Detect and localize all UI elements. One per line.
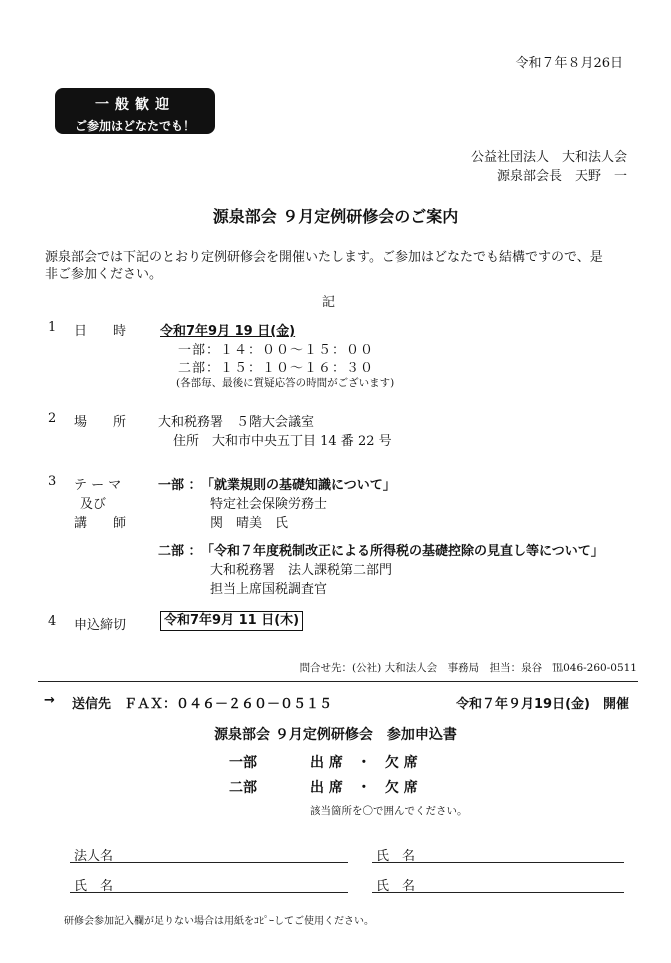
item3-number: 3 bbox=[48, 474, 57, 489]
sender-org: 公益社団法人 大和法人会 bbox=[470, 150, 627, 165]
name-field-3[interactable] bbox=[372, 892, 624, 893]
item4-label: 申込締切 bbox=[74, 618, 127, 633]
item1-label: 日 時 bbox=[74, 324, 127, 339]
form-title: 源泉部会 ９月定例研修会 参加申込書 bbox=[214, 727, 457, 743]
deadline-date: 令和7年9月 11 日(木) bbox=[160, 611, 303, 631]
arrow-icon: → bbox=[44, 693, 55, 708]
document-date: 令和７年８月26日 bbox=[515, 56, 623, 71]
event-date: 令和7年9月 19 日(金) bbox=[160, 324, 296, 339]
time-note: (各部毎、最後に質疑応答の時間がございます) bbox=[176, 377, 395, 389]
name-field-2[interactable] bbox=[70, 892, 348, 893]
part1-time: 一部：１４：００～１５：００ bbox=[178, 343, 375, 358]
badge-line2: ご参加はどなたでも！ bbox=[74, 119, 195, 133]
contact-info: 問合せ先：(公社) 大和法人会 事務局 担当：泉谷 ℡046-260-0511 bbox=[299, 662, 637, 674]
form-row2-attendance[interactable]: 出 席 ・ 欠 席 bbox=[310, 780, 418, 796]
ki-heading: 記 bbox=[322, 295, 336, 310]
part1-speaker-title: 特定社会保険労務士 bbox=[210, 497, 328, 512]
part1-title: 「就業規則の基礎知識について」 bbox=[201, 478, 396, 493]
item3-label-and: 及び bbox=[80, 497, 107, 512]
part2-time: 二部：１５：１０～１６：３０ bbox=[178, 361, 375, 376]
sender-person: 源泉部会長 天野 一 bbox=[496, 169, 627, 184]
corp-name-label: 法人名 bbox=[74, 849, 114, 864]
item2-label: 場 所 bbox=[74, 415, 127, 430]
form-row1-attendance[interactable]: 出 席 ・ 欠 席 bbox=[310, 755, 418, 771]
part1-speaker-name: 関 晴美 氏 bbox=[210, 516, 289, 531]
name-label-1: 氏 名 bbox=[376, 849, 416, 864]
item4-number: 4 bbox=[48, 614, 57, 629]
venue-name: 大和税務署 ５階大会議室 bbox=[158, 415, 315, 430]
venue-address: 住所 大和市中央五丁目 14 番 22 号 bbox=[173, 434, 392, 449]
part2-label: 二部 ： bbox=[158, 544, 202, 559]
form-row1-part: 一部 bbox=[229, 755, 257, 771]
separator-line bbox=[38, 681, 638, 682]
item2-number: 2 bbox=[48, 411, 57, 426]
badge-line1: 一般歓迎 bbox=[95, 97, 175, 113]
part2-speaker-name: 担当上席国税調査官 bbox=[210, 582, 328, 597]
name-label-3: 氏 名 bbox=[376, 879, 416, 894]
name-field-1[interactable] bbox=[372, 862, 624, 863]
corp-name-field[interactable] bbox=[70, 862, 348, 863]
item3-label-speaker: 講 師 bbox=[74, 516, 127, 531]
part2-title: 「令和７年度税制改正による所得税の基礎控除の見直し等について」 bbox=[201, 544, 604, 559]
part2-speaker-org: 大和税務署 法人課税第二部門 bbox=[210, 563, 393, 578]
item3-label-theme: テ ー マ bbox=[74, 478, 122, 493]
footer-note: 研修会参加記入欄が足りない場合は用紙をｺﾋﾟｰしてご使用ください。 bbox=[64, 916, 374, 927]
welcome-badge bbox=[55, 88, 215, 134]
form-event-date: 令和７年９月19日(金) 開催 bbox=[456, 697, 629, 712]
name-label-2: 氏 名 bbox=[74, 879, 114, 894]
intro-line1: 源泉部会では下記のとおり定例研修会を開催いたします。ご参加はどなたでも結構ですので、是 bbox=[45, 250, 603, 265]
form-instruction: 該当箇所を〇で囲んでください。 bbox=[310, 805, 468, 817]
intro-line2: 非ご参加ください。 bbox=[45, 267, 163, 282]
page-title: 源泉部会 ９月定例研修会のご案内 bbox=[212, 207, 459, 226]
fax-destination: 送信先 ＦＡＸ：０４６－２６０－０５１５ bbox=[72, 697, 333, 712]
form-row2-part: 二部 bbox=[229, 780, 257, 796]
part1-label: 一部 ： bbox=[158, 478, 202, 493]
item1-number: 1 bbox=[48, 320, 57, 335]
